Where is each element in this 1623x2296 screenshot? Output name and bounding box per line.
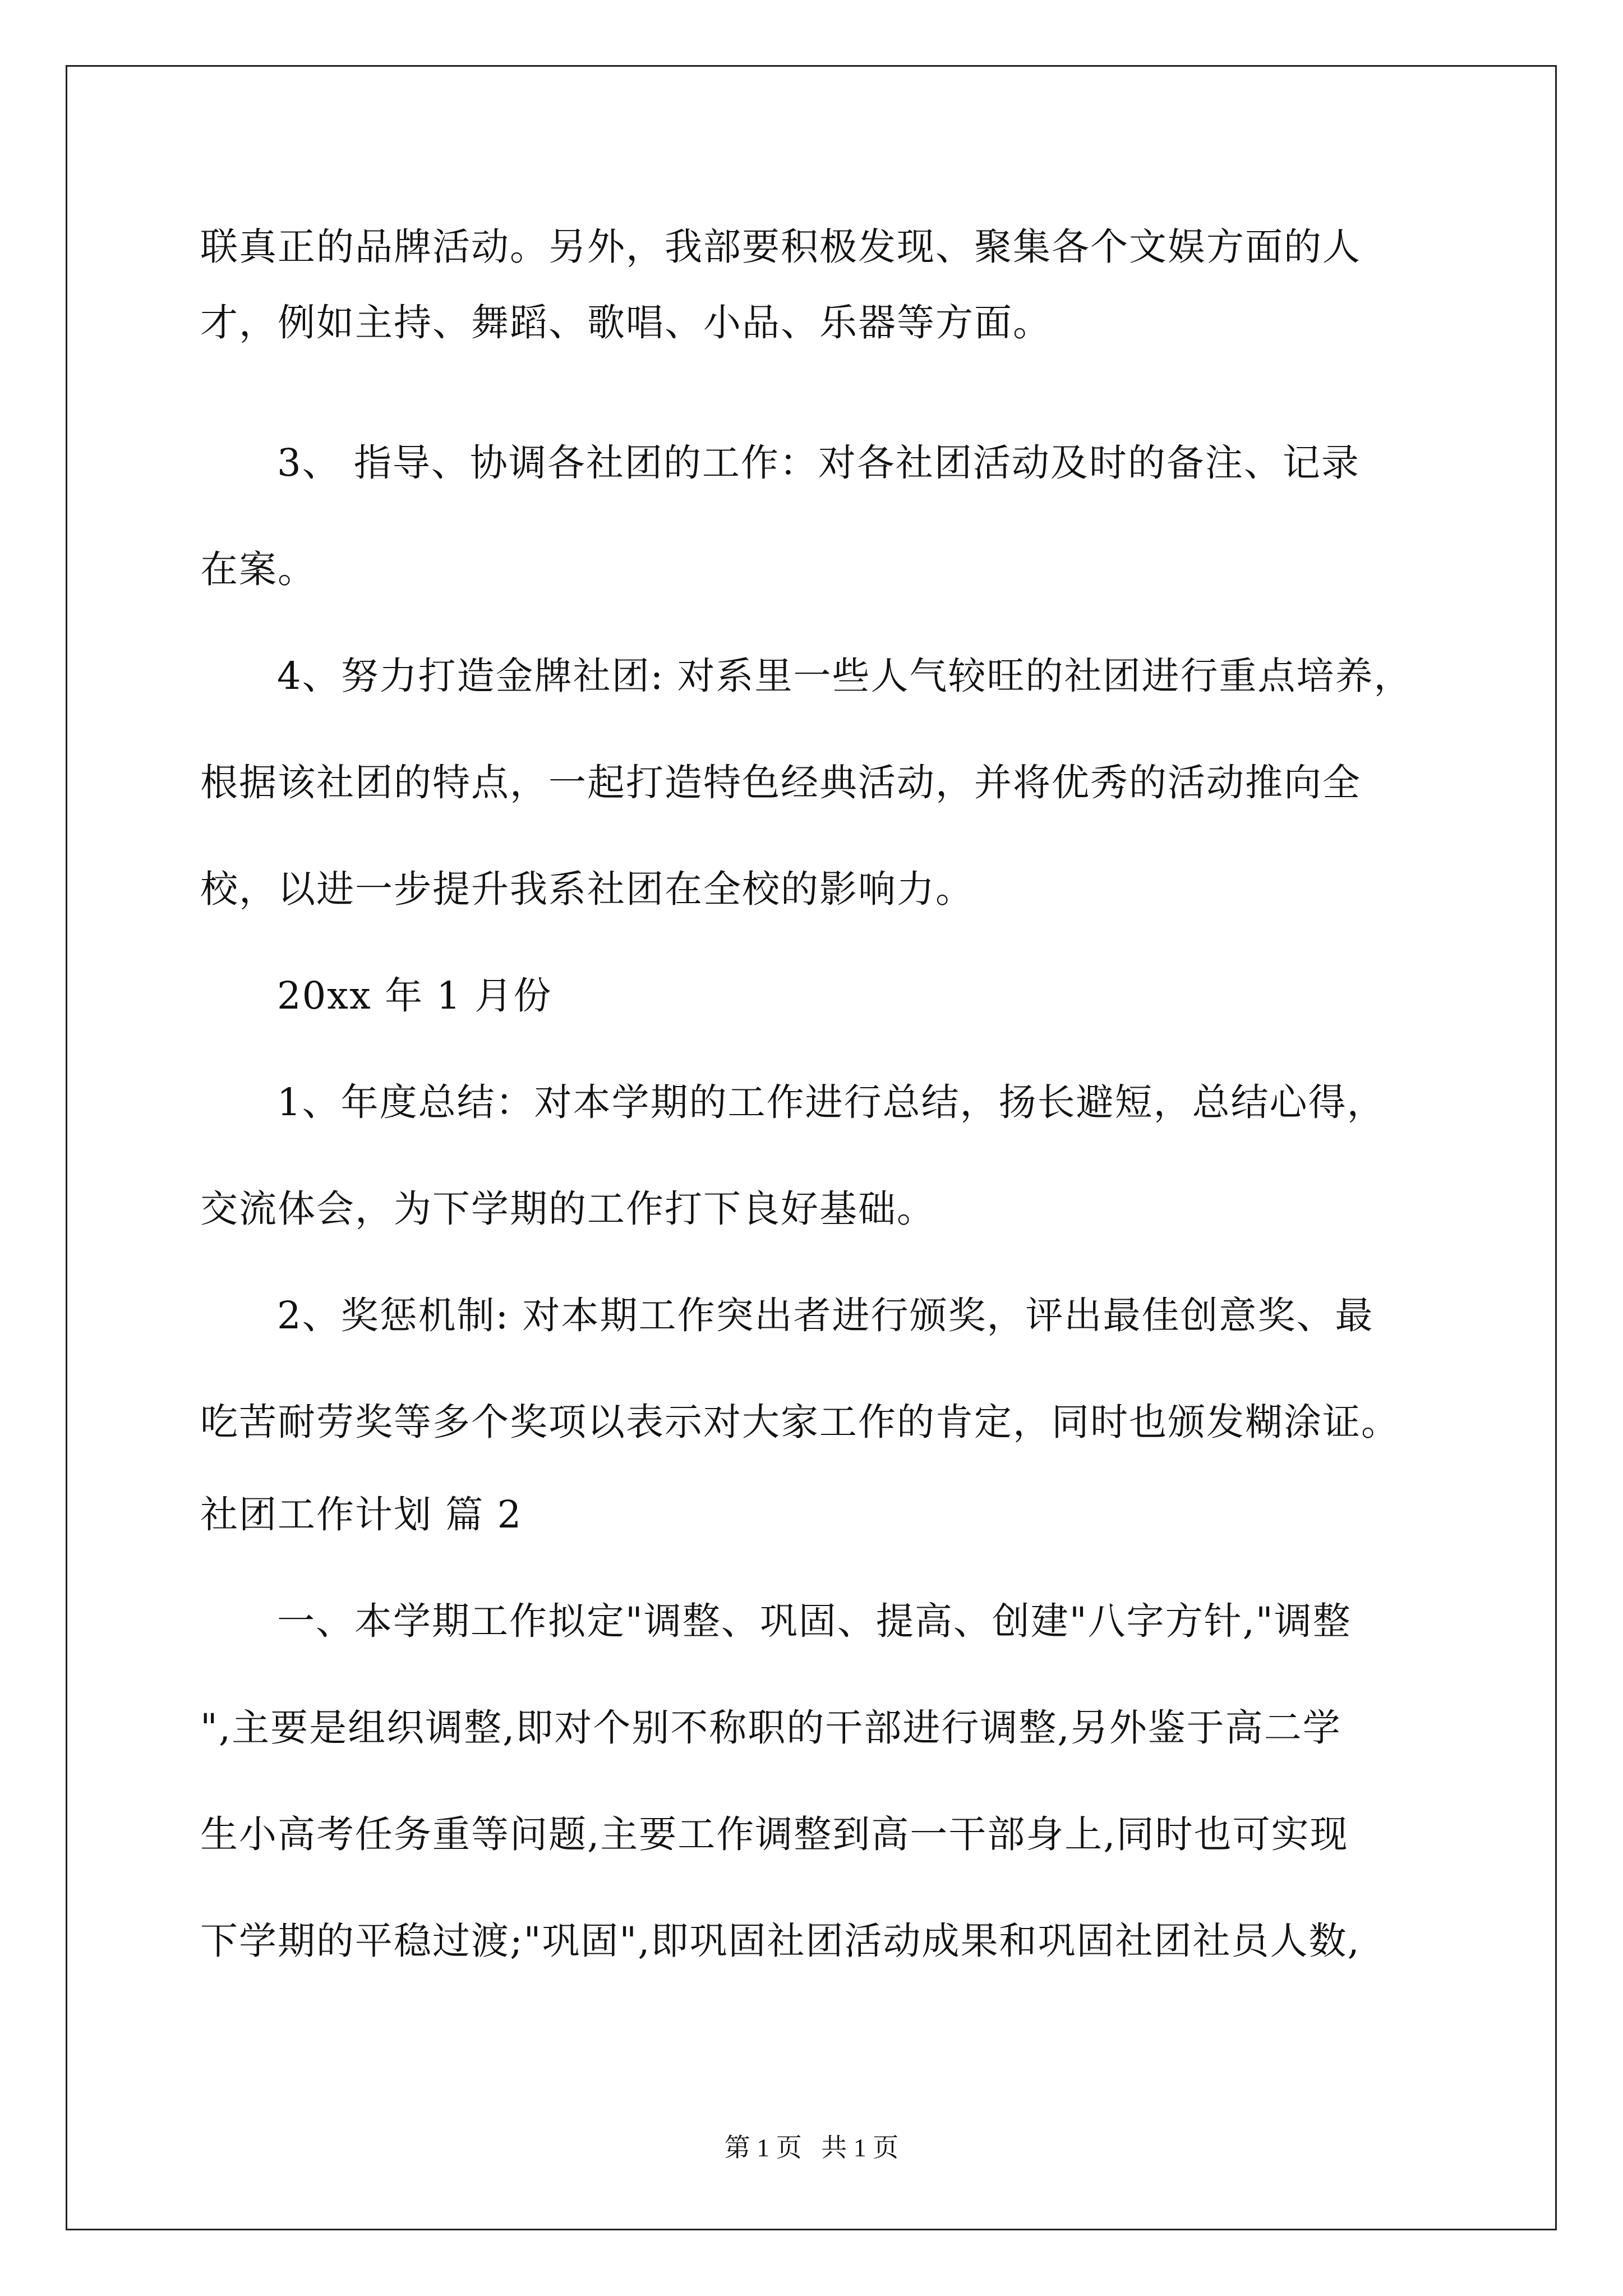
body-text-line: ",主要是组织调整,即对个别不称职的干部进行调整,另外鉴于高二学 <box>200 1706 1341 1750</box>
body-text-line: 生小高考任务重等问题,主要工作调整到高一干部身上,同时也可实现 <box>200 1812 1349 1856</box>
body-text-line: 才，例如主持、舞蹈、歌唱、小品、乐器等方面。 <box>200 301 1052 344</box>
body-text-line: 吃苦耐劳奖等多个奖项以表示对大家工作的肯定，同时也颁发糊涂证。 <box>200 1400 1400 1444</box>
date-heading: 20xx 年 1 月份 <box>277 974 552 1018</box>
body-text-line: 一、本学期工作拟定"调整、巩固、提高、创建"八字方针,"调整 <box>277 1599 1352 1643</box>
page-border <box>66 65 1557 2230</box>
body-text-line: 校，以进一步提升我系社团在全校的影响力。 <box>200 867 974 911</box>
section-heading: 社团工作计划 篇 2 <box>200 1493 523 1536</box>
body-text-line: 2、奖惩机制: 对本期工作突出者进行颁奖，评出最佳创意奖、最 <box>277 1294 1374 1337</box>
body-text-line: 在案。 <box>200 547 316 591</box>
body-text-line: 1、年度总结：对本学期的工作进行总结，扬长避短，总结心得， <box>277 1080 1386 1124</box>
page-footer: 第 1 页 共 1 页 <box>724 2133 899 2162</box>
body-text-line: 根据该社团的特点，一起打造特色经典活动，并将优秀的活动推向全 <box>200 761 1361 804</box>
body-text-line: 下学期的平稳过渡;"巩固",即巩固社团活动成果和巩固社团社员人数, <box>200 1919 1361 1963</box>
body-text-line: 联真正的品牌活动。另外，我部要积极发现、聚集各个文娱方面的人 <box>200 225 1361 269</box>
body-text-line: 交流体会，为下学期的工作打下良好基础。 <box>200 1187 935 1231</box>
body-text-line: 3、 指导、协调各社团的工作：对各社团活动及时的备注、记录 <box>277 441 1360 485</box>
body-text-line: 4、努力打造金牌社团: 对系里一些人气较旺的社团进行重点培养， <box>277 654 1413 698</box>
